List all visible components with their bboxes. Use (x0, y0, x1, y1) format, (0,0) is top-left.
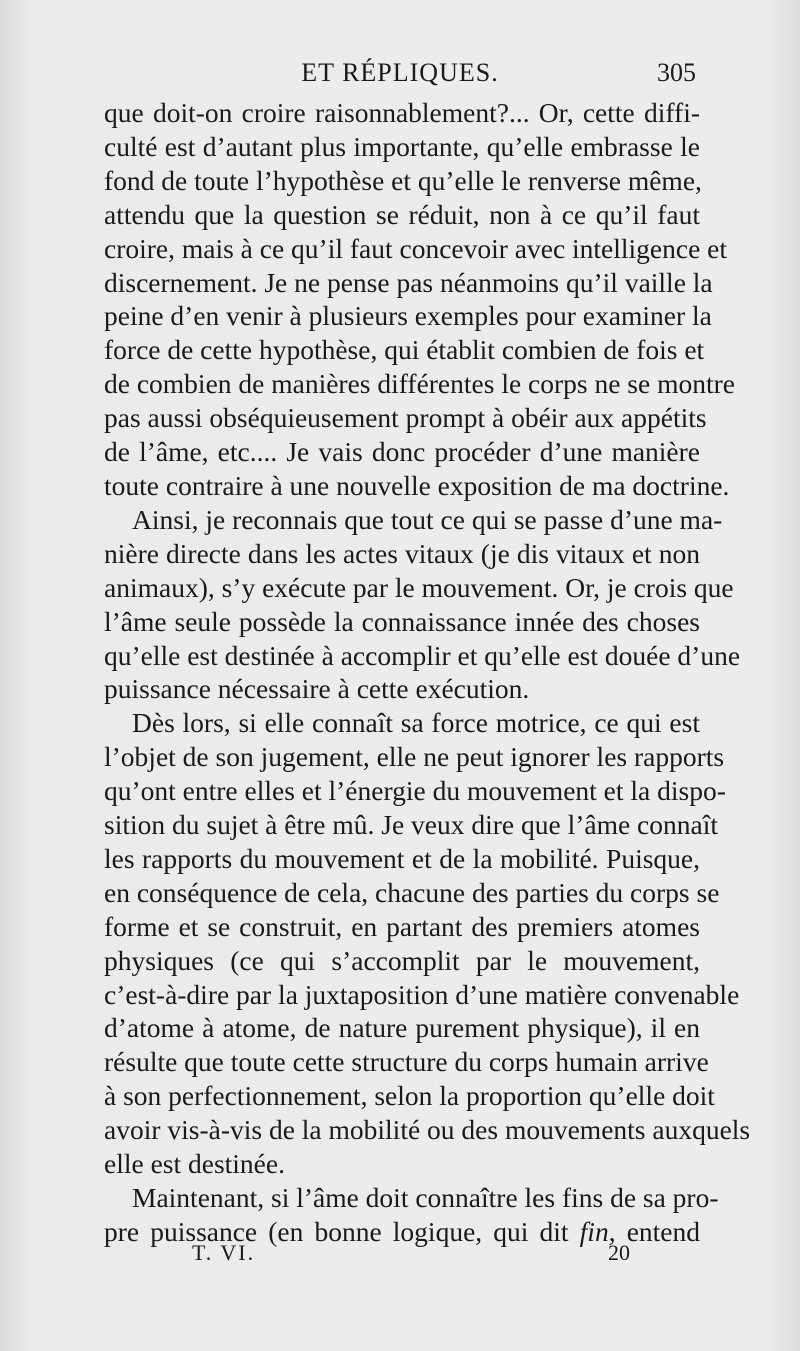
text-line: discernement. Je ne pense pas néanmoins qu’il vaille la (104, 266, 713, 298)
text-line: qu’elle est destinée à accomplir et qu’elle est douée d’une (104, 639, 741, 671)
paragraph (104, 96, 735, 503)
text-line: en conséquence de cela, chacune des parties du corps se (104, 876, 720, 908)
text-line: l’objet de son jugement, elle ne peut ignorer les rapports (104, 741, 725, 773)
text-line: résulte que toute cette structure du corps humain arrive (104, 1046, 709, 1078)
sheet-number: 20 (608, 1240, 630, 1265)
page-number: 305 (657, 58, 696, 87)
text-line: Maintenant, si l’âme doit connaître les fins de sa pro- (132, 1182, 719, 1213)
page-footer (104, 1240, 696, 1274)
text-line: puissance nécessaire à cette exécution. (104, 673, 530, 705)
text-line: croire, mais à ce qu’il faut concevoir avec intelligence et (104, 232, 728, 264)
text-line: sition du sujet à être mû. Je veux dire que l’âme connaît (104, 809, 718, 841)
text-line: physiques (ce qui s’accomplit par le mouvement, (104, 944, 700, 976)
emphasized-word: fin (579, 1215, 609, 1247)
text-line: qu’ont entre elles et l’énergie du mouvement et la dispo- (104, 775, 726, 807)
body-text (104, 96, 751, 1249)
paragraph (104, 1181, 719, 1249)
text-line: c’est-à-dire par la juxtaposition d’une matière convenable (104, 978, 740, 1010)
text-line: d’atome à atome, de nature purement physique), il en (104, 1012, 700, 1044)
text-line: avoir vis-à-vis de la mobilité ou des mouvements auxquels (104, 1114, 751, 1146)
text-line: fond de toute l’hypothèse et qu’elle le renverse même, (104, 164, 702, 196)
text-line: nière directe dans les actes vitaux (je dis vitaux et non (104, 537, 700, 569)
text-line: toute contraire à une nouvelle exposition de ma doctrine. (104, 469, 730, 501)
text-line: pas aussi obséquieusement prompt à obéir aux appétits (104, 402, 707, 434)
running-head: ET RÉPLIQUES. (301, 58, 499, 87)
text-line: animaux), s’y exécute par le mouvement. Or, je crois que (104, 571, 734, 603)
text-line: attendu que la question se réduit, non à ce qu’il faut (104, 198, 700, 230)
text-line: de combien de manières différentes le corps ne se montre (104, 368, 735, 400)
text-line: que doit-on croire raisonnablement?... Or, cette diffi- (104, 97, 700, 128)
paragraph (104, 706, 751, 1181)
text-line: les rapports du mouvement et de la mobilité. Puisque, (104, 842, 700, 874)
text-line: force de cette hypothèse, qui établit combien de fois et (104, 334, 705, 366)
page-header (104, 52, 696, 92)
paragraph (104, 503, 741, 706)
text-line: elle est destinée. (104, 1148, 285, 1180)
text-line: Ainsi, je reconnais que tout ce qui se passe d’une ma- (132, 503, 723, 535)
text-line: culté est d’autant plus importante, qu’elle embrasse le (104, 130, 700, 162)
text-line: forme et se construit, en partant des premiers atomes (104, 910, 700, 942)
text-line: à son perfectionnement, selon la proportion qu’elle doit (104, 1080, 715, 1112)
text-line: Dès lors, si elle connaît sa force motrice, ce qui est (132, 707, 700, 739)
text-line: l’âme seule possède la connaissance innée des choses (104, 605, 700, 637)
text-line: pre puissance (en bonne logique, qui dit fin, entend (104, 1215, 700, 1247)
signature-mark: T. VI. (192, 1240, 256, 1265)
text-line: de l’âme, etc.... Je vais donc procéder d’une manière (104, 436, 700, 468)
text-line: peine d’en venir à plusieurs exemples pour examiner la (104, 300, 712, 332)
